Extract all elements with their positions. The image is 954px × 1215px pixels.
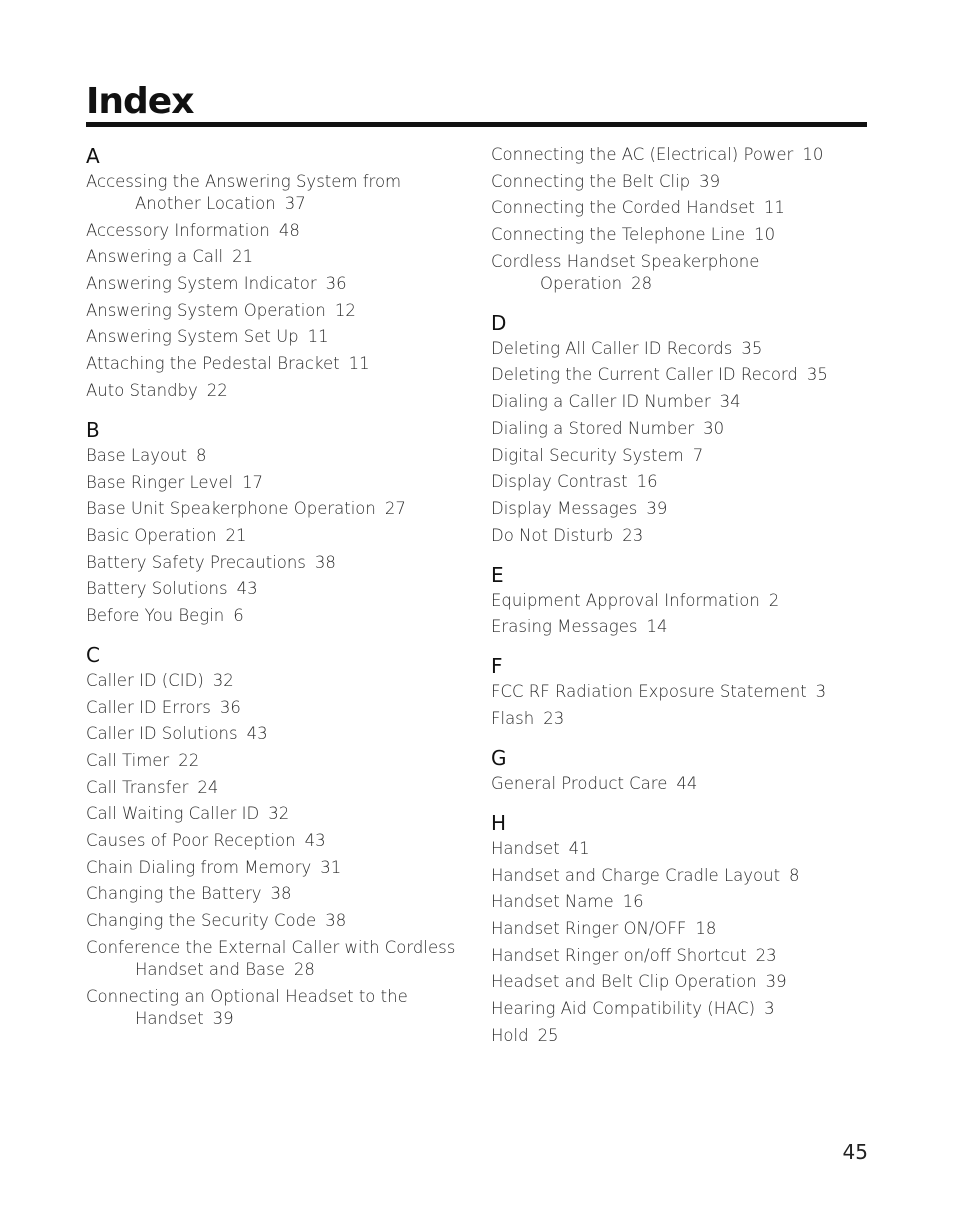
entry-page-number: 11 <box>763 198 785 218</box>
index-entry <box>86 670 466 692</box>
index-section <box>491 563 871 639</box>
index-entry <box>491 197 871 219</box>
entry-page-number: 35 <box>741 338 763 358</box>
index-entry <box>491 945 871 967</box>
index-entry <box>86 605 466 627</box>
page-title: Index <box>86 81 194 122</box>
entry-text: Display Contrast <box>491 472 628 492</box>
index-entry <box>491 918 871 940</box>
entry-text: Dialing a Stored Number <box>491 418 695 438</box>
index-entry <box>86 910 466 932</box>
entry-text: Handset <box>491 838 560 858</box>
entry-text: Attaching the Pedestal Bracket <box>86 354 340 374</box>
index-entry <box>86 445 466 467</box>
index-entry <box>491 838 871 860</box>
section-letter: D <box>491 310 507 335</box>
index-section <box>86 418 466 627</box>
entry-text: Call Timer <box>86 751 170 770</box>
page-number: 45 <box>842 1140 868 1164</box>
index-entry <box>491 418 871 440</box>
entry-page-number: 18 <box>695 919 717 938</box>
entry-page-number: 10 <box>802 145 824 164</box>
entry-page-number: 28 <box>631 273 653 293</box>
entry-text: Hold <box>491 1025 529 1045</box>
index-entry <box>491 998 871 1020</box>
index-entry <box>491 498 871 520</box>
entry-text: Changing the Security Code <box>86 911 317 931</box>
entry-text: Handset Ringer ON/OFF <box>491 919 687 938</box>
index-entry <box>491 144 871 166</box>
index-entry <box>491 616 871 638</box>
entry-page-number: 10 <box>754 225 776 245</box>
entry-text: Base Layout <box>86 445 187 465</box>
entry-page-number: 16 <box>622 892 644 912</box>
entry-text: Connecting the Telephone Line <box>491 225 746 245</box>
index-entry <box>86 525 466 547</box>
entry-page-number: 41 <box>568 838 590 858</box>
entry-page-number: 44 <box>676 773 698 793</box>
entry-text: Base Ringer Level <box>86 472 234 492</box>
entry-text: Caller ID (CID) <box>86 670 204 690</box>
entry-page-number: 11 <box>307 327 329 347</box>
entry-text: Battery Solutions <box>86 579 228 599</box>
index-entry <box>491 891 871 913</box>
index-entry <box>86 380 466 402</box>
index-entry <box>491 865 871 887</box>
index-entry <box>86 273 466 295</box>
index-entry <box>491 525 871 547</box>
index-entry <box>86 552 466 574</box>
entry-text: Answering System Indicator <box>86 274 317 294</box>
index-entry <box>491 224 871 246</box>
entry-page-number: 3 <box>815 682 827 702</box>
index-entry <box>86 220 466 242</box>
index-entry <box>491 364 871 386</box>
index-entry <box>491 708 871 730</box>
entry-text: Answering System Set Up <box>86 327 299 347</box>
entry-text: Connecting the Belt Clip <box>491 171 691 191</box>
entry-text: Causes of Poor Reception <box>86 831 296 851</box>
index-entry <box>491 971 871 993</box>
index-entry <box>86 300 466 322</box>
index-section <box>86 144 466 402</box>
index-entry <box>86 830 466 852</box>
entry-page-number: 6 <box>233 605 244 625</box>
entry-text: Dialing a Caller ID Number <box>491 392 711 412</box>
index-entry <box>491 445 871 467</box>
index-entry <box>86 353 466 375</box>
entry-page-number: 48 <box>278 220 300 240</box>
entry-text: Flash <box>491 708 535 728</box>
section-letter: H <box>491 810 507 835</box>
entry-page-number: 34 <box>719 392 741 412</box>
entry-page-number: 35 <box>806 365 828 385</box>
index-entry <box>86 697 466 719</box>
entry-text: Headset and Belt Clip Operation <box>491 972 757 992</box>
index-entry <box>86 472 466 494</box>
entry-page-number: 32 <box>212 670 234 690</box>
entry-page-number: 7 <box>692 445 704 465</box>
entry-page-number: 23 <box>755 945 777 965</box>
entry-text: Connecting the AC (Electrical) Power <box>491 145 794 164</box>
entry-text: Chain Dialing from Memory <box>86 857 312 877</box>
entry-text: Connecting the Corded Handset <box>491 198 755 218</box>
entry-page-number: 43 <box>236 579 258 599</box>
entry-page-number: 11 <box>348 354 370 374</box>
entry-page-number: 38 <box>270 884 292 904</box>
index-section <box>491 811 871 1047</box>
entry-page-number: 14 <box>646 617 668 637</box>
entry-page-number: 36 <box>219 697 241 717</box>
index-column-right <box>491 144 871 1051</box>
index-entry <box>86 986 466 1030</box>
section-letter: F <box>491 654 503 679</box>
index-entry <box>491 1025 871 1047</box>
entry-text: Deleting the Current Caller ID Record <box>491 365 798 385</box>
entry-text: Accessing the Answering System from Another Location <box>86 172 402 213</box>
entry-page-number: 21 <box>232 247 254 267</box>
index-entry <box>491 338 871 360</box>
index-entry <box>86 171 466 215</box>
entry-page-number: 36 <box>325 274 347 294</box>
entry-page-number: 23 <box>622 525 644 545</box>
entry-page-number: 38 <box>314 552 336 572</box>
entry-text: Call Waiting Caller ID <box>86 804 260 824</box>
entry-text: Caller ID Solutions <box>86 724 238 744</box>
entry-page-number: 39 <box>699 171 721 191</box>
entry-page-number: 22 <box>206 380 228 400</box>
index-entry <box>86 883 466 905</box>
entry-text: Conference the External Caller with Cordless Handset and Base <box>86 937 456 979</box>
entry-text: Before You Begin <box>86 605 225 625</box>
entry-text: Hearing Aid Compatibility (HAC) <box>491 999 756 1019</box>
entry-text: Battery Safety Precautions <box>86 552 306 572</box>
section-letter: A <box>86 144 100 168</box>
entry-page-number: 8 <box>789 865 800 885</box>
entry-page-number: 3 <box>764 999 775 1019</box>
section-letter: B <box>86 417 100 442</box>
index-entry <box>86 937 466 981</box>
entry-page-number: 2 <box>768 590 780 610</box>
entry-page-number: 24 <box>197 777 219 797</box>
entry-text: Handset Ringer on/off Shortcut <box>491 945 747 965</box>
entry-text: Basic Operation <box>86 525 217 545</box>
section-letter: E <box>491 562 504 587</box>
index-entry <box>491 681 871 703</box>
index-section <box>491 311 871 547</box>
section-letter: G <box>491 745 507 770</box>
entry-page-number: 28 <box>293 959 315 979</box>
index-entry <box>491 773 871 795</box>
index-entry <box>491 391 871 413</box>
index-entry <box>86 803 466 825</box>
entry-text: Equipment Approval Information <box>491 590 760 610</box>
entry-text: Handset and Charge Cradle Layout <box>491 865 781 885</box>
entry-text: General Product Care <box>491 773 668 793</box>
index-column-left <box>86 144 466 1034</box>
entry-text: Answering System Operation <box>86 300 326 320</box>
entry-text: Auto Standby <box>86 380 198 400</box>
entry-page-number: 37 <box>284 194 306 213</box>
index-entry <box>86 777 466 799</box>
entry-page-number: 30 <box>703 418 725 438</box>
entry-page-number: 16 <box>636 472 658 492</box>
entry-text: Erasing Messages <box>491 617 638 637</box>
entry-text: Digital Security System <box>491 445 684 465</box>
entry-page-number: 32 <box>268 804 290 824</box>
index-entry <box>86 723 466 745</box>
entry-page-number: 39 <box>765 972 787 992</box>
entry-text: Display Messages <box>491 498 638 518</box>
entry-page-number: 38 <box>325 911 347 931</box>
entry-page-number: 22 <box>178 751 200 770</box>
entry-page-number: 23 <box>543 708 565 728</box>
index-entry <box>86 498 466 520</box>
section-letter: C <box>86 642 100 667</box>
index-section <box>491 144 871 295</box>
entry-text: Do Not Disturb <box>491 525 614 545</box>
entry-page-number: 27 <box>384 499 406 519</box>
entry-text: Caller ID Errors <box>86 697 211 717</box>
entry-text: Connecting an Optional Headset to the Handset <box>86 986 408 1028</box>
index-entry <box>491 171 871 193</box>
entry-page-number: 39 <box>212 1008 234 1028</box>
entry-page-number: 25 <box>537 1025 559 1045</box>
entry-text: Answering a Call <box>86 247 224 267</box>
entry-text: FCC RF Radiation Exposure Statement <box>491 682 807 702</box>
entry-text: Handset Name <box>491 892 614 912</box>
title-rule <box>86 122 867 127</box>
index-entry <box>86 857 466 879</box>
entry-page-number: 43 <box>246 724 268 744</box>
entry-page-number: 43 <box>304 831 326 851</box>
index-section <box>86 643 466 1030</box>
index-entry <box>491 590 871 612</box>
entry-page-number: 17 <box>242 472 264 492</box>
entry-text: Cordless Handset Speakerphone Operation <box>491 251 760 293</box>
index-entry <box>86 246 466 268</box>
entry-text: Call Transfer <box>86 777 189 797</box>
index-section <box>491 654 871 730</box>
index-entry <box>86 578 466 600</box>
index-section <box>491 746 871 795</box>
entry-text: Accessory Information <box>86 220 270 240</box>
entry-text: Base Unit Speakerphone Operation <box>86 499 376 519</box>
entry-page-number: 39 <box>646 498 668 518</box>
index-entry <box>491 251 871 295</box>
entry-text: Changing the Battery <box>86 884 262 904</box>
index-entry <box>86 750 466 772</box>
entry-text: Deleting All Caller ID Records <box>491 338 733 358</box>
entry-page-number: 21 <box>225 525 247 545</box>
entry-page-number: 31 <box>320 857 342 877</box>
index-entry <box>86 326 466 348</box>
entry-page-number: 12 <box>334 300 356 320</box>
entry-page-number: 8 <box>196 445 207 465</box>
index-entry <box>491 471 871 493</box>
